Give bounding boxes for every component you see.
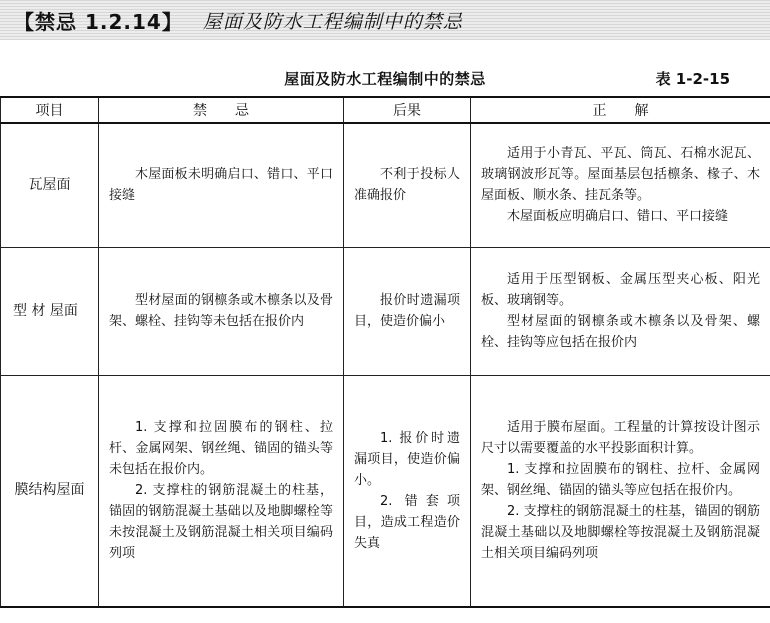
- paragraph: 适用于压型钢板、金属压型夹心板、阳光板、玻璃钢等。: [481, 272, 760, 308]
- taboo-table: [0, 96, 770, 608]
- table-number: 表 1-2-15: [655, 70, 730, 88]
- header-correct: 正 解: [471, 97, 770, 123]
- row-taboo: [99, 123, 344, 247]
- header-item: 项目: [1, 97, 99, 123]
- row-correct: [471, 375, 770, 607]
- row-consequence: [344, 123, 471, 247]
- paragraph: 适用于小青瓦、平瓦、筒瓦、石棉水泥瓦、玻璃钢波形瓦等。屋面基层包括檩条、椽子、木屋面板、顺水条、挂瓦条等。: [481, 146, 760, 204]
- paragraph: 2. 支撑柱的钢筋混凝土的柱基，锚固的钢筋混凝土基础以及地脚螺栓等未按混凝土及钢筋混凝土相关项目编码列项: [109, 483, 333, 562]
- table-row: [1, 123, 770, 247]
- paragraph: 报价时遗漏项目，使造价偏小: [354, 293, 460, 329]
- header-consequence: 后果: [344, 97, 471, 123]
- row-item: 膜结构屋面: [1, 375, 99, 607]
- paragraph: 1. 支撑和拉固膜布的钢柱、拉杆、金属网架、钢丝绳、锚固的锚头等应包括在报价内。: [481, 462, 760, 499]
- paragraph: 型材屋面的钢檩条或木檩条以及骨架、螺栓、挂钩等未包括在报价内: [109, 293, 333, 329]
- paragraph: 不利于投标人准确报价: [354, 167, 460, 204]
- row-taboo: [99, 247, 344, 375]
- table-title: 屋面及防水工程编制中的禁忌: [284, 70, 486, 88]
- table-caption: [0, 68, 770, 92]
- paragraph: 木屋面板未明确启口、错口、平口接缝: [109, 167, 333, 204]
- header-taboo: 禁 忌: [99, 97, 344, 123]
- row-taboo: [99, 375, 344, 607]
- table-row: [1, 247, 770, 375]
- table-header-row: [1, 97, 770, 123]
- paragraph: 2. 支撑柱的钢筋混凝土的柱基，锚固的钢筋混凝土基础以及地脚螺栓等按混凝土及钢筋混凝土相关项目编码列项: [481, 504, 760, 562]
- paragraph: 适用于膜布屋面。工程量的计算按设计图示尺寸以需要覆盖的水平投影面积计算。: [481, 420, 760, 457]
- paragraph: 1. 报价时遗漏项目，使造价偏小。: [354, 430, 460, 488]
- section-header: [0, 0, 770, 40]
- paragraph: 木屋面板应明确启口、错口、平口接缝: [507, 209, 729, 225]
- row-item: 瓦屋面: [1, 123, 99, 247]
- row-correct: [471, 247, 770, 375]
- row-correct: [471, 123, 770, 247]
- row-consequence: [344, 247, 471, 375]
- row-consequence: [344, 375, 471, 607]
- row-item: 型 材 屋面: [1, 247, 99, 375]
- section-id: 【禁忌 1.2.14】: [14, 9, 183, 34]
- paragraph: 型材屋面的钢檩条或木檩条以及骨架、螺栓、挂钩等应包括在报价内: [481, 314, 760, 350]
- table-row: [1, 375, 770, 607]
- paragraph: 2. 错套项目，造成工程造价失真: [354, 493, 460, 551]
- section-title: 屋面及防水工程编制中的禁忌: [202, 10, 463, 33]
- paragraph: 1. 支撑和拉固膜布的钢柱、拉杆、金属网架、钢丝绳、锚固的锚头等未包括在报价内。: [109, 420, 333, 478]
